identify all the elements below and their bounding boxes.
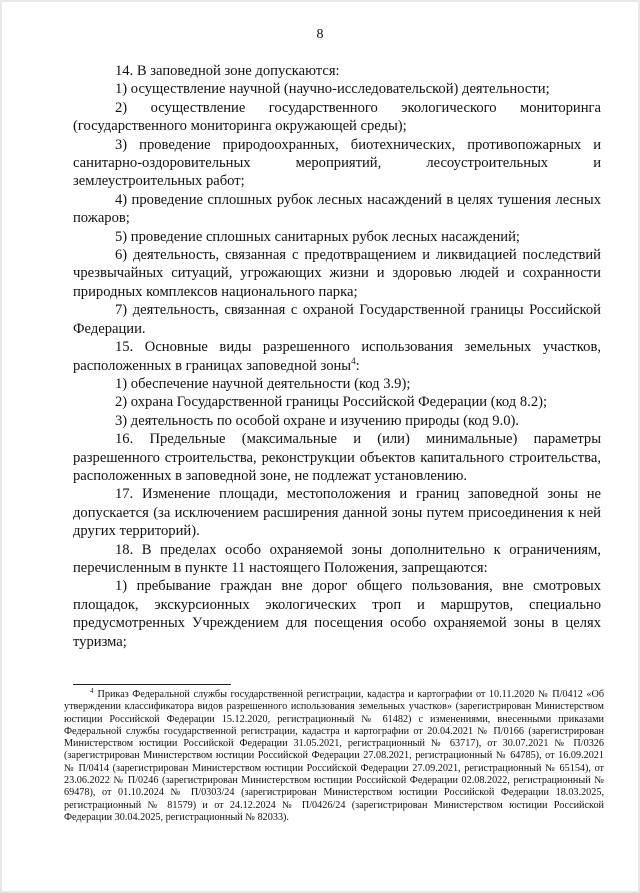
footnote-divider: [73, 684, 231, 685]
paragraph-17: 17. Изменение площади, местоположения и границ заповедной зоны не допускается (за исключением расширения данной зоны путем присоединения к ней других территорий).: [73, 486, 601, 540]
paragraph-18: 18. В пределах особо охраняемой зоны дополнительно к ограничениям, перечисленным в пункте 11 настоящего Положения, запрещаются:: [73, 541, 601, 576]
footnote-mark: 4: [90, 686, 94, 695]
paragraph-14-item-1: 1) осуществление научной (научно-исследовательской) деятельности;: [115, 81, 550, 98]
paragraph-14-item-6: 6) деятельность, связанная с предотвращением и ликвидацией последствий чрезвычайных ситуаций, угрожающих жизни и здоровью людей и сохранности природных комплексов национального парка;: [73, 247, 601, 300]
paragraph-15-item-1: 1) обеспечение научной деятельности (код 3.9);: [115, 375, 411, 392]
footnote: [64, 686, 604, 824]
paragraph-15-colon: :: [355, 357, 360, 374]
paragraph-15-item-2: 2) охрана Государственной границы Российской Федерации (код 8.2);: [115, 394, 548, 411]
paragraph-18-item-1: 1) пребывание граждан вне дорог общего пользования, вне смотровых площадок, экскурсионных экологических троп и маршрутов, специально предусмотренных Учреждением для посещения особо охраняемой зоны в целях туризма;: [73, 578, 601, 650]
paragraph-14-item-3: 3) проведение природоохранных, биотехнических, противопожарных и санитарно-оздоровительных мероприятий, лесоустроительных и землеустроительных работ;: [73, 136, 601, 190]
page-number: 8: [316, 27, 324, 42]
paragraph-14-item-4: 4) проведение сплошных рубок лесных насаждений в целях тушения лесных пожаров;: [73, 191, 601, 227]
paragraph-14-item-7: 7) деятельность, связанная с охраной Государственной границы Российской Федерации.: [73, 302, 601, 337]
paragraph-14: 14. В заповедной зоне допускаются:: [115, 63, 340, 79]
footnote-reference[interactable]: 4: [351, 355, 356, 366]
paragraph-14-item-5: 5) проведение сплошных санитарных рубок лесных насаждений;: [115, 228, 520, 245]
body-text: [73, 62, 601, 651]
paragraph-15-item-3: 3) деятельность по особой охране и изучению природы (код 9.0).: [115, 412, 520, 429]
paragraph-16: 16. Предельные (максимальные и (или) минимальные) параметры разрешенного строительства, реконструкции объектов капитального строительства, расположенных в заповедной зоне, не подлежат установлению.: [73, 431, 601, 484]
paragraph-15-text: 15. Основные виды разрешенного использования земельных участков, расположенных в границах заповедной зоны: [73, 339, 601, 374]
paragraph-15: [73, 338, 601, 375]
footnote-text: Приказ Федеральной службы государственной регистрации, кадастра и картографии от 10.11.2020 № П/0412 «Об утверждении классификатора видов разрешенного использования земельных участков» (зарегистрирован Министерством юстиции Российской Федерации 15.12.2020, регистрационный № 61482) с изменениями, внесенными приказами Федеральной службы государственной регистрации, кадастра и картографии от 20.04.2021 № П/0166 (зарегистрирован Министерством юстиции Российской Федерации 31.05.2021, регистрационный № 63717), от 30.07.2021 № П/0326 (зарегистрирован Министерством юстиции Российской Федерации 27.08.2021, регистрационный № 64785), от 16.09.2021 № П/0414 (зарегистрирован Министерством юстиции Российской Федерации 27.09.2021, регистрационный № 65154), от 23.06.2022 № П/0246 (зарегистрирован Министерством юстиции Российской Федерации 02.08.2022, регистрационный № 69478), от 01.10.2024 № П/0303/24 (зарегистрирован Министерством юстиции Российской Федерации 18.03.2025, регистрационный № 81579) и от 24.12.2024 № П/0426/24 (зарегистрирован Министерством юстиции Российской Федерации 30.04.2025, регистрационный № 82033).: [64, 689, 604, 823]
paragraph-14-item-2: 2) осуществление государственного экологического мониторинга (государственного мониторинга окружающей среды);: [73, 99, 601, 135]
